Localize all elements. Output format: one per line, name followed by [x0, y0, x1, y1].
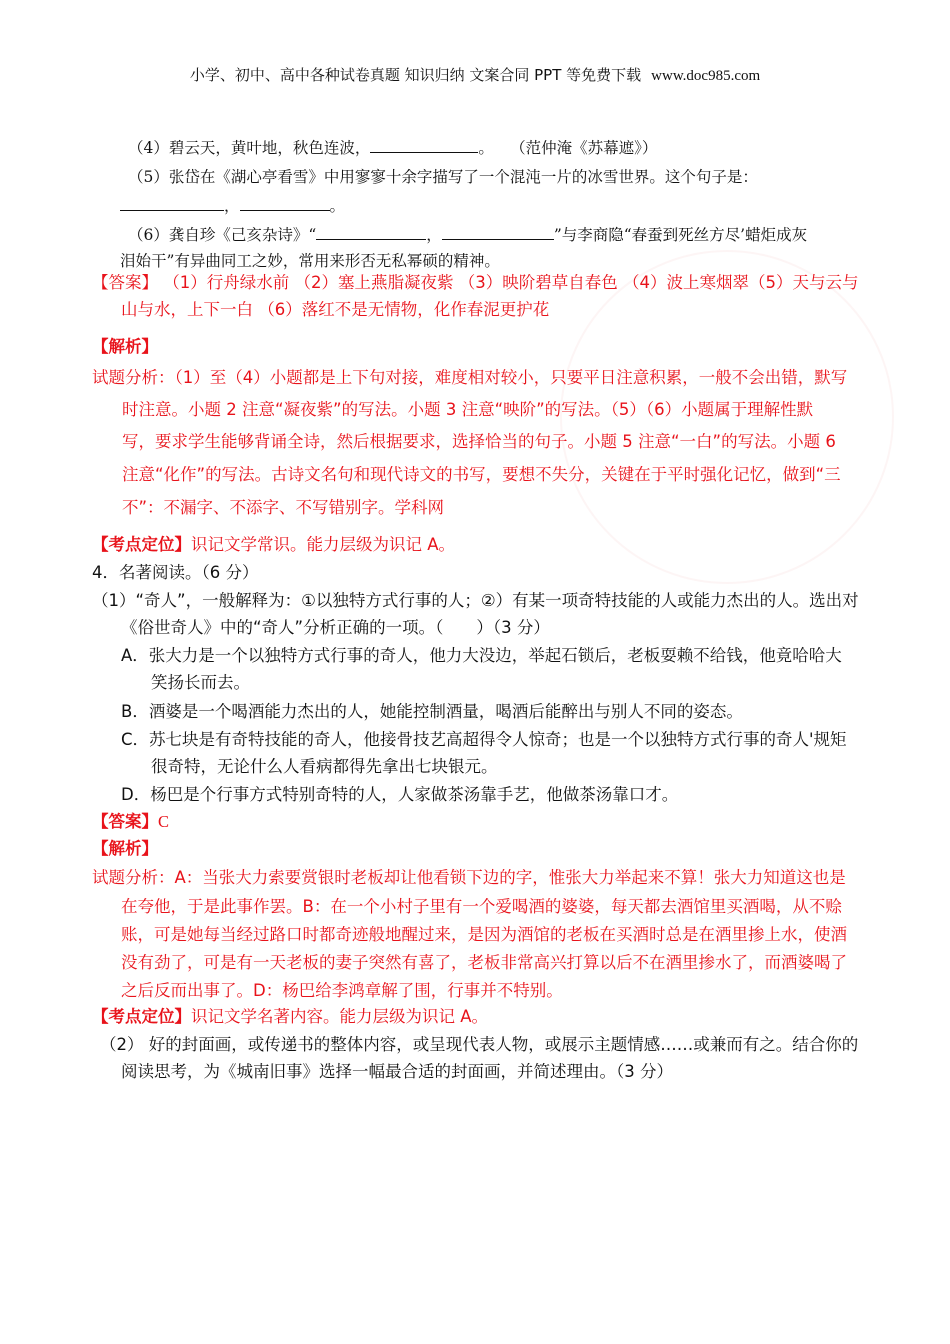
answer-blank	[442, 225, 554, 240]
q3-item6-b: ”与李商隐“春蚕到死丝方尽’蜡炬成灰	[553, 226, 808, 244]
answer-value: C	[158, 812, 170, 831]
q4-option-d: D．杨巴是个行事方式特别奇特的人，人家做茶汤靠手艺，他做茶汤靠口才。	[121, 785, 679, 804]
kaodian-text: 识记文学常识。能力层级为识记 A。	[191, 535, 456, 554]
page-header	[0, 64, 950, 85]
q4-sub2-line1: （2） 好的封面画，或传递书的整体内容，或呈现代表人物，或展示主题情感……或兼而有之。结合你的	[100, 1035, 859, 1054]
q4-answer	[92, 812, 169, 832]
q3-item5-line2	[120, 196, 345, 216]
kaodian-text: 识记文学名著内容。能力层级为识记 A。	[191, 1007, 489, 1026]
q3-item5-end: 。	[329, 197, 346, 215]
q4-option-a-cont: 笑扬长而去。	[151, 673, 250, 692]
q3-item5-sep: ，	[224, 197, 240, 215]
q3-analysis-line: 注意“化作”的写法。古诗文名句和现代诗文的书写，要想不失分，关键在于平时强化记忆，做到“三	[122, 465, 841, 484]
q3-analysis-label: 【解析】	[92, 337, 158, 356]
q3-analysis-line: 试题分析：（1）至（4）小题都是上下句对接，难度相对较小，只要平日注意积累，一般不会出错，默写	[92, 368, 848, 387]
q3-analysis-line: 写，要求学生能够背诵全诗，然后根据要求，选择恰当的句子。小题 5 注意“一白”的写法。小题 6	[122, 432, 836, 451]
kaodian-label: 【考点定位】	[92, 1007, 191, 1026]
q3-item6-line1	[128, 225, 807, 245]
q3-item6-line2: 泪始干”有异曲同工之妙，常用来形否无私幂硕的精神。	[120, 252, 500, 270]
kaodian-label: 【考点定位】	[92, 535, 191, 554]
q4-analysis-line: 账，可是她每当经过路口时都奇迹般地醒过来，是因为酒馆的老板在买酒时总是在酒里掺上水，使酒	[121, 925, 847, 944]
answer-label: 【答案】	[92, 812, 158, 831]
q3-item6-sep: ，	[426, 226, 442, 244]
header-url[interactable]: www.doc985.com	[651, 68, 761, 84]
header-title: 小学、初中、高中各种试卷真题 知识归纳 文案合同 PPT 等免费下载	[189, 66, 642, 84]
q4-title: 4．名著阅读。（6 分）	[92, 563, 259, 582]
answer-blank	[240, 196, 330, 211]
q4-option-c: C．苏七块是有奇特技能的奇人，他接骨技艺高超得令人惊奇；也是一个以独特方式行事的奇人'规矩	[121, 730, 847, 749]
q4-sub1-line1: （1）“奇人”，一般解释为：①以独特方式行事的人；②）有某一项奇特技能的人或能力杰出的人。选出对	[92, 591, 859, 610]
q4-analysis-line: 在夸他，于是此事作罢。B：在一个小村子里有一个爱喝酒的婆婆，每天都去酒馆里买酒喝，从不赊	[121, 897, 842, 916]
q4-option-b: B．酒婆是一个喝酒能力杰出的人，她能控制酒量，喝酒后能醉出与别人不同的姿态。	[121, 702, 743, 721]
q3-item4	[128, 138, 657, 158]
q4-option-c-cont: 很奇特，无论什么人看病都得先拿出七块银元。	[151, 757, 498, 776]
q4-option-a: A．张大力是一个以独特方式行事的奇人，他力大没边，举起石锁后，老板耍赖不给钱，他竟哈哈大	[121, 646, 842, 665]
q3-kaodian	[92, 535, 455, 555]
q4-sub1-line2: 《俗世奇人》中的“奇人”分析正确的一项。（ ）（3 分）	[121, 618, 550, 637]
q4-analysis-line: 试题分析：A：当张大力索要赏银时老板却让他看锁下边的字，惟张大力举起来不算！张大力知道这也是	[92, 868, 846, 887]
q3-answer-line2: 山与水，上下一白 （6）落红不是无情物，化作春泥更护花	[121, 300, 550, 319]
q4-analysis-line: 之后反而出事了。D：杨巴给李鸿章解了围，行事并不特别。	[121, 981, 563, 1000]
q4-analysis-label: 【解析】	[92, 839, 158, 858]
q3-item4-source: （范仲淹《苏幕遮》）	[517, 139, 658, 157]
q3-item5-line1: （5）张岱在《湖心亭看雪》中用寥寥十余字描写了一个混沌一片的冰雪世界。这个句子是：	[128, 168, 758, 186]
answer-label: 【答案】	[92, 273, 158, 292]
q3-item6-a: （6）龚自珍《己亥杂诗》“	[128, 226, 317, 244]
q4-sub2-line2: 阅读思考，为《城南旧事》选择一幅最合适的封面画，并简述理由。（3 分）	[121, 1062, 673, 1081]
q3-analysis-line: 时注意。小题 2 注意“凝夜紫”的写法。小题 3 注意“映阶”的写法。（5）（6）小题属于理解性默	[122, 400, 814, 419]
q3-answer-line1	[92, 273, 858, 293]
answer-blank	[370, 138, 478, 153]
q3-item4-end: 。	[478, 139, 494, 157]
answer-blank	[120, 196, 224, 211]
q4-kaodian	[92, 1007, 488, 1027]
answer-blank	[316, 225, 426, 240]
q4-analysis-line: 没有劲了，可是有一天老板的妻子突然有喜了，老板非常高兴打算以后不在酒里掺水了，而酒婆喝了	[121, 953, 847, 972]
q3-analysis-line: 不”：不漏字、不添字、不写错别字。学科网	[122, 498, 445, 517]
q3-answer-text1: （1）行舟绿水前 （2）塞上燕脂凝夜紫 （3）映阶碧草自春色 （4）波上寒烟翠（5）天与云与	[163, 273, 859, 292]
q3-item4-text: （4）碧云天，黄叶地，秋色连波，	[128, 139, 371, 157]
